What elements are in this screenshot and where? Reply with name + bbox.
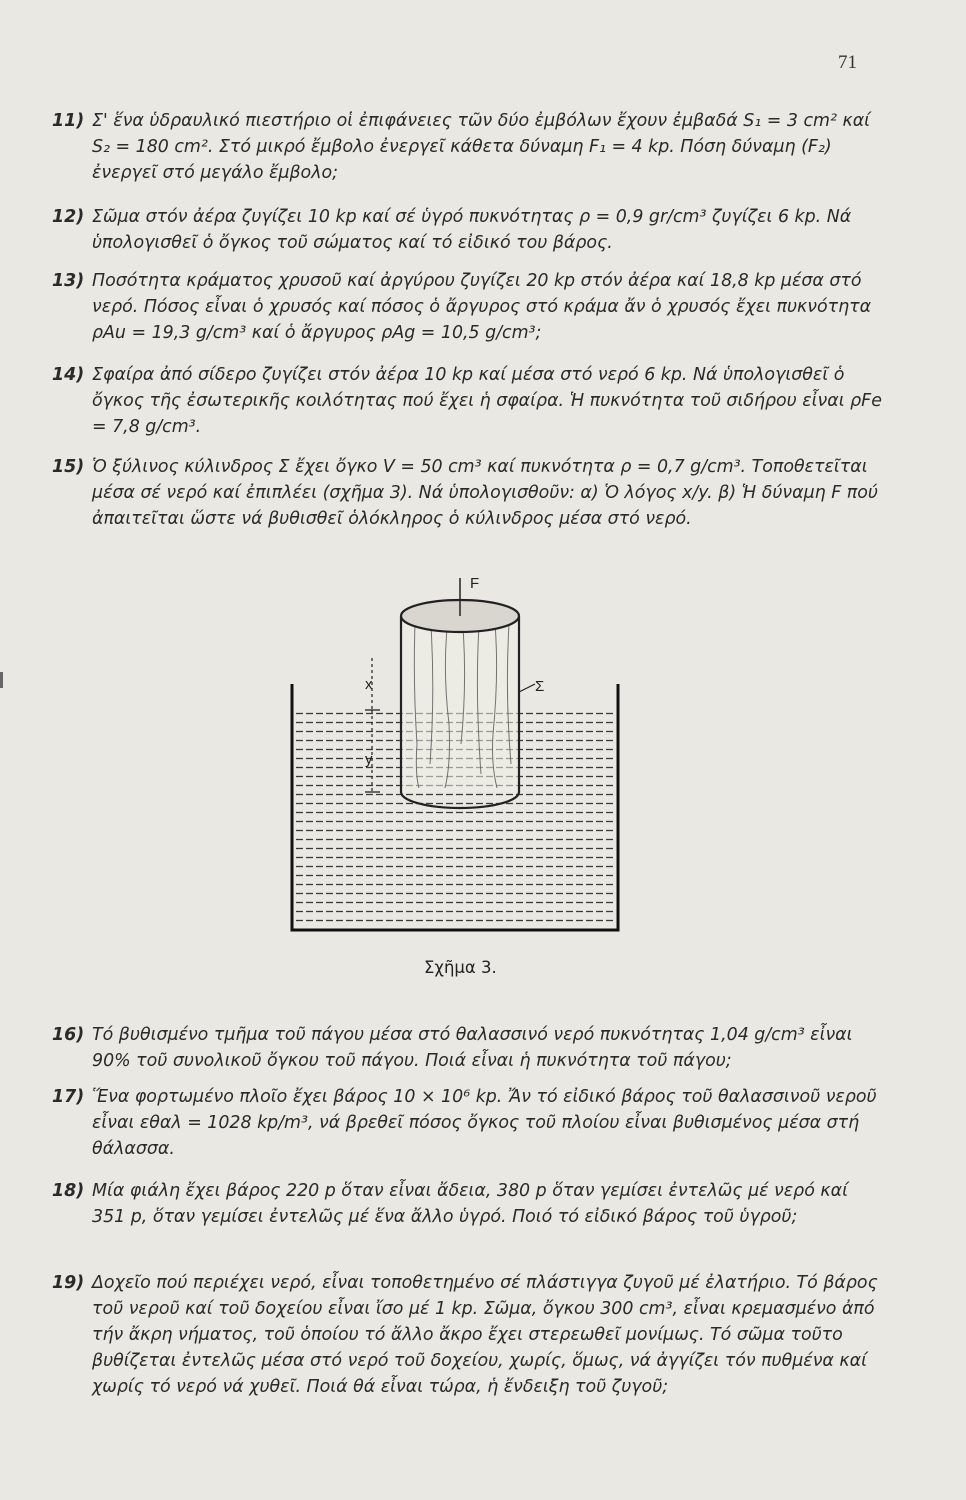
problem-text: Σῶμα στόν ἀέρα ζυγίζει 10 kp καί σέ ὑγρό πυκνότητας ρ = 0,9 gr/cm³ ζυγίζει 6 kp. Νά ὑπολογισθεῖ ὁ ὄγκος τοῦ σώματος καί τό εἰδικό του βάρος. xyxy=(92,207,852,253)
problem-text: Ἕνα φορτωμένο πλοῖο ἔχει βάρος 10 × 10⁶ kp. Ἄν τό εἰδικό βάρος τοῦ θαλασσινοῦ νεροῦ εἶναι εθαλ = 1028 kp/m³, νά βρεθεῖ πόσος ὄγκος τοῦ πλοίου εἶναι βυθισμένος μέσα στή θάλασσα. xyxy=(92,1087,877,1159)
floating-cylinder-diagram xyxy=(285,574,655,934)
problem-text: Ὁ ξύλινος κύλινδρος Σ ἔχει ὄγκο V = 50 cm³ καί πυκνότητα ρ = 0,7 g/cm³. Τοποθετεῖται μέσα σέ νερό καί ἐπιπλέει (σχῆμα 3). Νά ὑπολογισθοῦν: α) Ὁ λόγος x/y. β) Ἡ δύναμη F πού ἀπαιτεῖται ὥστε νά βυθισθεῖ ὁλόκληρος ὁ κύλινδρος μέσα στό νερό. xyxy=(92,457,878,529)
problem-11 xyxy=(52,108,882,186)
cylinder-body xyxy=(401,616,519,792)
force-label: F xyxy=(470,575,480,592)
problem-number: 13) xyxy=(52,271,85,291)
problem-14 xyxy=(52,362,882,440)
problem-number: 15) xyxy=(52,457,85,477)
problem-number: 19) xyxy=(52,1273,85,1293)
figure-caption: Σχῆμα 3. xyxy=(424,958,497,977)
problem-19 xyxy=(52,1270,882,1400)
problem-text: Σ' ἕνα ὑδραυλικό πιεστήριο οἱ ἐπιφάνειες τῶν δύο ἐμβόλων ἔχουν ἐμβαδά S₁ = 3 cm² καί S₂ = 180 cm². Στό μικρό ἔμβολο ἐνεργεῖ κάθετα δύναμη F₁ = 4 kp. Πόση δύναμη (F₂) ἐνεργεῖ στό μεγάλο ἔμβολο; xyxy=(92,111,871,183)
x-label: x xyxy=(365,676,373,693)
problem-text: Δοχεῖο πού περιέχει νερό, εἶναι τοποθετημένο σέ πλάστιγγα ζυγοῦ μέ ἐλατήριο. Τό βάρος τοῦ νεροῦ καί τοῦ δοχείου εἶναι ἴσο μέ 1 kp. Σῶμα, ὄγκου 300 cm³, εἶναι κρεμασμένο ἀπό τήν ἄκρη νήματος, τοῦ ὁποίου τό ἄλλο ἄκρο ἔχει στερεωθεῖ μονίμως. Τό σῶμα τοῦτο βυθίζεται ἐντελῶς μέσα στό νερό τοῦ δοχείου, χωρίς, ὅμως, νά ἀγγίζει τόν πυθμένα καί χωρίς τό νερό νά χυθεῖ. Ποιά θά εἶναι τώρα, ἡ ἔνδειξη τοῦ ζυγοῦ; xyxy=(92,1273,878,1397)
problem-number: 17) xyxy=(52,1087,85,1107)
problem-16 xyxy=(52,1022,882,1074)
problem-number: 11) xyxy=(52,111,85,131)
problem-number: 14) xyxy=(52,365,85,385)
problem-17 xyxy=(52,1084,882,1162)
figure-3-diagram xyxy=(285,574,655,938)
problem-number: 18) xyxy=(52,1181,85,1201)
problem-18 xyxy=(52,1178,882,1230)
y-label: y xyxy=(365,751,373,768)
page-number: 71 xyxy=(838,52,857,73)
problem-text: Μία φιάλη ἔχει βάρος 220 p ὅταν εἶναι ἄδεια, 380 p ὅταν γεμίσει ἐντελῶς μέ νερό καί 351 p, ὅταν γεμίσει ἐντελῶς μέ ἕνα ἄλλο ὑγρό. Ποιό τό εἰδικό βάρος τοῦ ὑγροῦ; xyxy=(92,1181,848,1227)
problem-text: Σφαίρα ἀπό σίδερο ζυγίζει στόν ἀέρα 10 kp καί μέσα στό νερό 6 kp. Νά ὑπολογισθεῖ ὁ ὄγκος τῆς ἐσωτερικῆς κοιλότητας πού ἔχει ἡ σφαίρα. Ἡ πυκνότητα τοῦ σιδήρου εἶναι ρFe = 7,8 g/cm³. xyxy=(92,365,882,437)
problem-number: 16) xyxy=(52,1025,85,1045)
problem-12 xyxy=(52,204,882,256)
problem-13 xyxy=(52,268,882,346)
problem-number: 12) xyxy=(52,207,85,227)
problem-text: Τό βυθισμένο τμῆμα τοῦ πάγου μέσα στό θαλασσινό νερό πυκνότητας 1,04 g/cm³ εἶναι 90% τοῦ συνολικοῦ ὄγκου τοῦ πάγου. Ποιά εἶναι ἡ πυκνότητα τοῦ πάγου; xyxy=(92,1025,853,1071)
scan-edge-mark xyxy=(0,672,3,688)
cylinder-label: Σ xyxy=(535,678,545,695)
problem-text: Ποσότητα κράματος χρυσοῦ καί ἀργύρου ζυγίζει 20 kp στόν ἀέρα καί 18,8 kp μέσα στό νερό. Πόσος εἶναι ὁ χρυσός καί πόσος ὁ ἄργυρος στό κράμα ἄν ὁ χρυσός ἔχει πυκνότητα ρAu = 19,3 g/cm³ καί ὁ ἄργυρος ρAg = 10,5 g/cm³; xyxy=(92,271,872,343)
problem-15 xyxy=(52,454,882,532)
